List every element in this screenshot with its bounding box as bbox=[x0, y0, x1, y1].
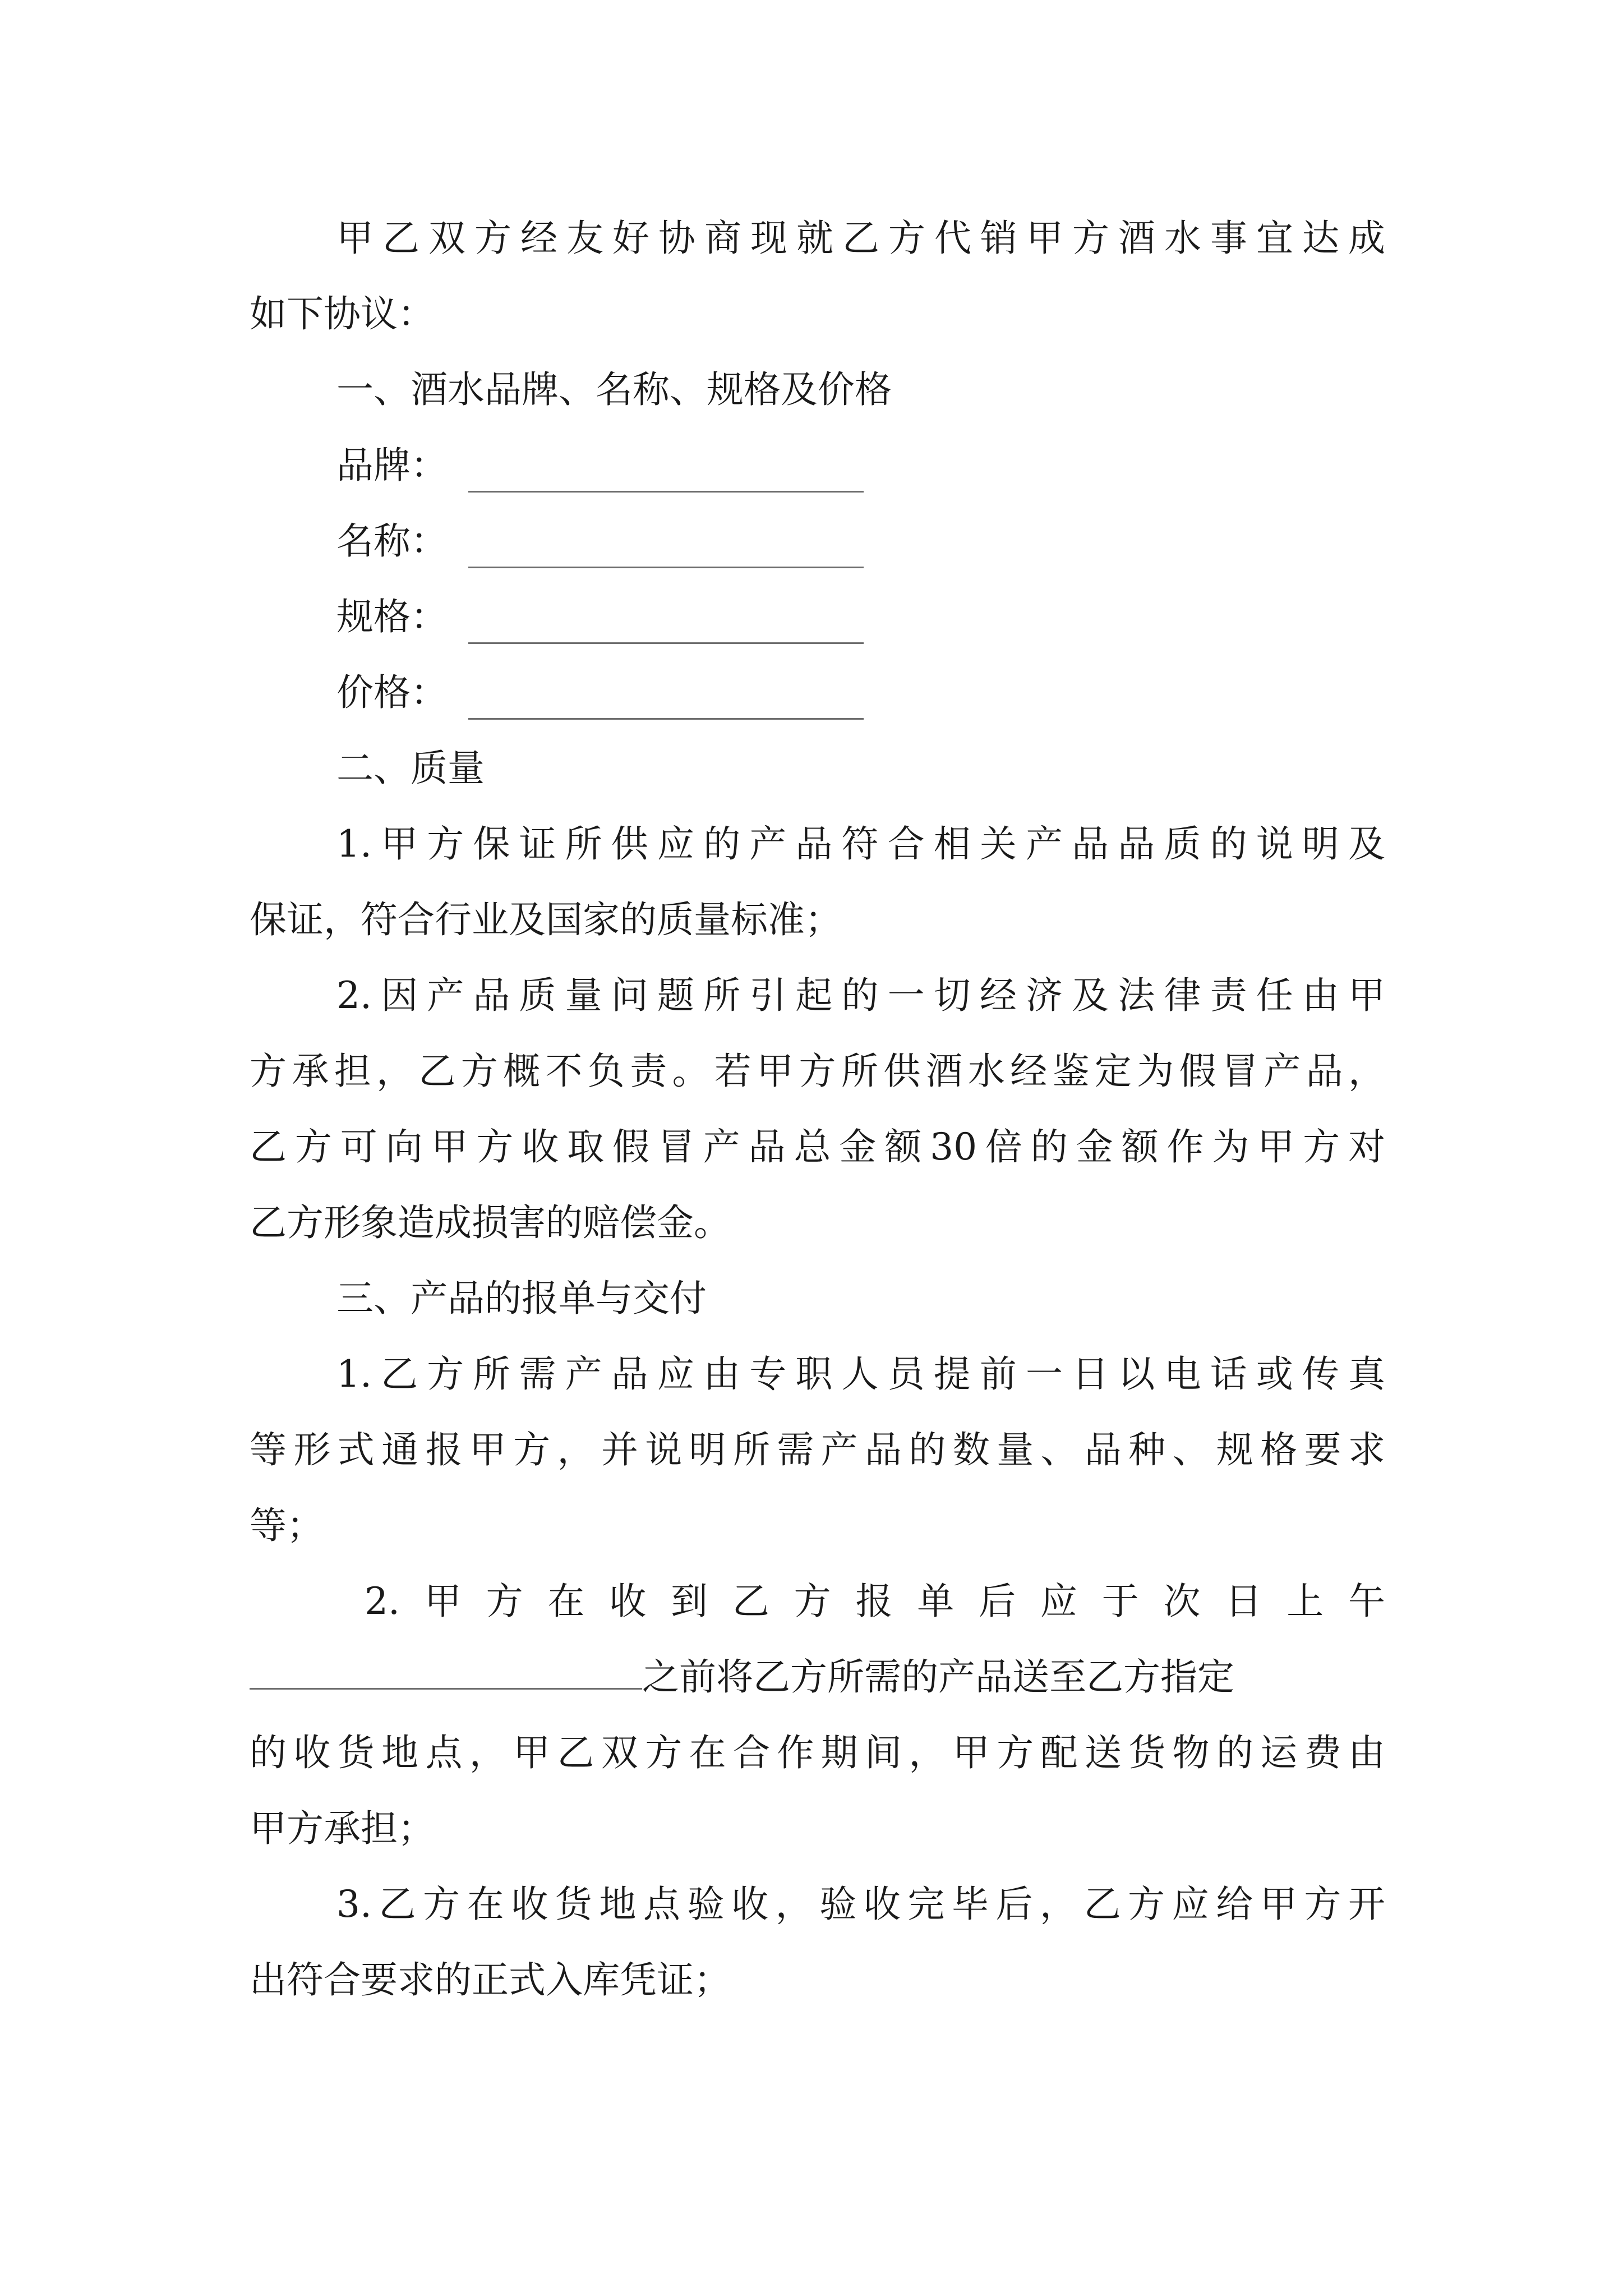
s3-item3-line-1: 3.乙方在收货地点验收，验收完毕后，乙方应给甲方开 bbox=[336, 1883, 1385, 1926]
s3-item2-char: 于 bbox=[1101, 1580, 1139, 1623]
s3-item2-char: 后 bbox=[979, 1580, 1016, 1623]
s3-item2-line-4: 甲方承担； bbox=[250, 1807, 435, 1850]
s3-item2-char: 乙 bbox=[732, 1580, 769, 1623]
s3-item2-rest-text: 之前将乙方所需的产品送至乙方指定 bbox=[642, 1655, 1234, 1699]
s3-item2-line-3: 的收货地点，甲乙双方在合作期间，甲方配送货物的运费由 bbox=[250, 1731, 1385, 1774]
s3-item2-char: 方 bbox=[486, 1580, 523, 1623]
field-label-brand: 品牌： bbox=[336, 444, 448, 487]
field-blank-price bbox=[468, 718, 864, 720]
s2-item2-line-4: 乙方形象造成损害的赔偿金。 bbox=[250, 1201, 731, 1244]
section-2-title: 二、质量 bbox=[336, 747, 485, 790]
s3-item2-line-2 bbox=[250, 1655, 1234, 1700]
field-label-name: 名称： bbox=[336, 519, 448, 563]
s2-item2-line-1: 2.因产品质量问题所引起的一切经济及法律责任由甲 bbox=[336, 974, 1385, 1017]
s3-item2-char: 午 bbox=[1348, 1580, 1385, 1623]
s3-item2-char: 2. bbox=[365, 1580, 400, 1623]
s3-item1-line-3: 等； bbox=[250, 1504, 324, 1547]
s3-item2-char: 在 bbox=[547, 1580, 585, 1623]
s3-item2-char: 上 bbox=[1287, 1580, 1324, 1623]
time-blank bbox=[250, 1655, 642, 1690]
s3-item2-char: 报 bbox=[855, 1580, 893, 1623]
s3-item2-char: 单 bbox=[917, 1580, 955, 1623]
s2-item2-line-2: 方承担，乙方概不负责。若甲方所供酒水经鉴定为假冒产品， bbox=[250, 1050, 1385, 1093]
s2-item1-line-1: 1.甲方保证所供应的产品符合相关产品品质的说明及 bbox=[336, 822, 1385, 866]
field-label-price: 价格： bbox=[336, 671, 448, 714]
s3-item2-char: 次 bbox=[1163, 1580, 1201, 1623]
field-label-spec: 规格： bbox=[336, 595, 448, 638]
intro-line-2: 如下协议： bbox=[250, 292, 435, 335]
s3-item2-char: 日 bbox=[1225, 1580, 1262, 1623]
s3-item1-line-2: 等形式通报甲方，并说明所需产品的数量、品种、规格要求 bbox=[250, 1428, 1385, 1471]
field-blank-spec bbox=[468, 642, 864, 644]
s2-item1-line-2: 保证，符合行业及国家的质量标准； bbox=[250, 898, 842, 941]
s3-item2-char: 方 bbox=[794, 1580, 831, 1623]
s3-item1-line-1: 1.乙方所需产品应由专职人员提前一日以电话或传真 bbox=[336, 1352, 1385, 1396]
section-3-title: 三、产品的报单与交付 bbox=[336, 1277, 707, 1320]
field-blank-name bbox=[468, 567, 864, 568]
intro-line-1: 甲乙双方经友好协商现就乙方代销甲方酒水事宜达成 bbox=[336, 217, 1385, 260]
s3-item2-char: 应 bbox=[1040, 1580, 1077, 1623]
section-1-title: 一、酒水品牌、名称、规格及价格 bbox=[336, 368, 892, 411]
s3-item3-line-2: 出符合要求的正式入库凭证； bbox=[250, 1958, 731, 2001]
s2-item2-line-3: 乙方可向甲方收取假冒产品总金额30倍的金额作为甲方对 bbox=[250, 1125, 1385, 1168]
s3-item2-char: 到 bbox=[671, 1580, 708, 1623]
s3-item2-char: 收 bbox=[609, 1580, 647, 1623]
s3-item2-char: 甲 bbox=[424, 1580, 462, 1623]
s3-item2-line-1 bbox=[365, 1579, 1385, 1624]
field-blank-brand bbox=[468, 491, 864, 493]
